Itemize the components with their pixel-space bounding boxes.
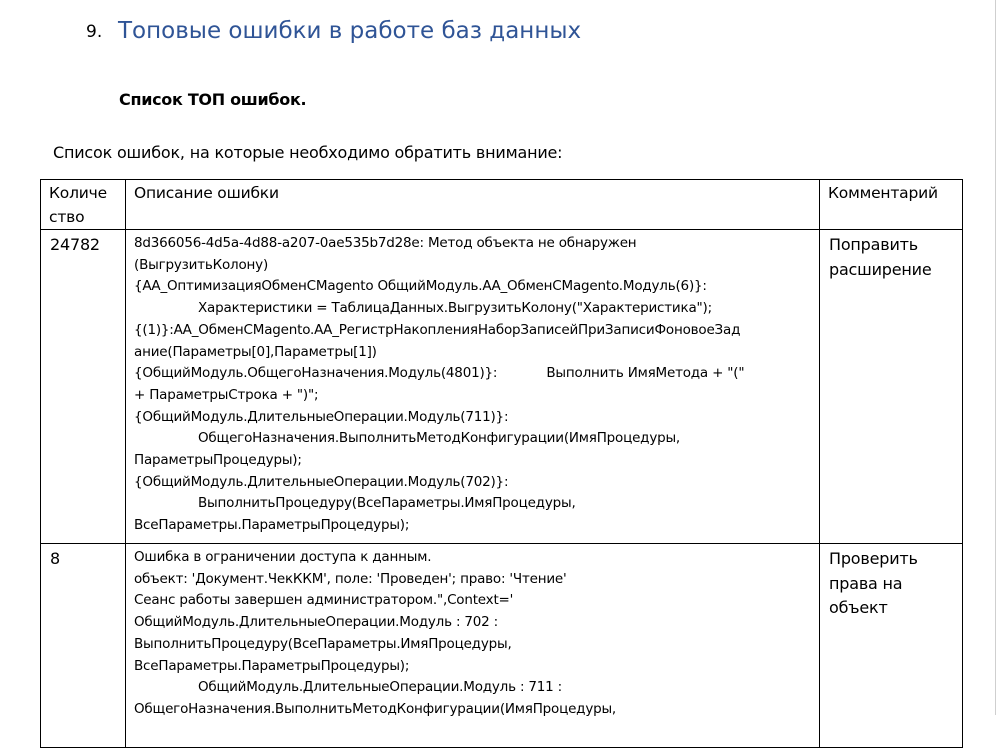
table-header-row [41,180,963,230]
description-line: {ОбщийМодуль.ДлительныеОперации.Модуль(702)}: [134,473,509,490]
heading-number: 9. [86,22,103,42]
error-comment [820,544,963,748]
errors-table [40,179,963,748]
description-line: ВыполнитьПроцедуру(ВсеПараметры.ИмяПроцедуры, [198,495,576,512]
description-line: ОбщийМодуль.ДлительныеОперации.Модуль : 711 : [198,679,562,696]
description-line: объект: 'Документ.ЧекККМ', поле: 'Проведен'; право: 'Чтение' [134,570,567,587]
intro-text: Список ошибок, на которые необходимо обратить внимание: [53,143,563,162]
header-description: Описание ошибки [126,180,820,230]
header-count [41,180,126,230]
description-line: (ВыгрузитьКолону) [134,256,269,273]
description-line: + ПараметрыСтрока + ")"; [134,386,319,403]
description-line: Характеристики = ТаблицаДанных.ВыгрузитьКолону("Характеристика"); [198,300,712,317]
header-count-line: ство [49,208,85,226]
error-comment [820,230,963,544]
comment-line: объект [829,598,888,617]
description-line: {(1)}:АА_ОбменСMagento.АА_РегистрНакопленияНаборЗаписейПриЗаписиФоновоеЗад [134,321,741,338]
description-line: ОбщийМодуль.ДлительныеОперации.Модуль : 702 : [134,614,498,631]
comment-line: Поправить [829,235,919,254]
description-line: ОбщегоНазначения.ВыполнитьМетодКонфигурации(ИмяПроцедуры, [134,700,617,717]
description-line: Сеанс работы завершен администратором.",Context=' [134,592,514,609]
heading-title: Топовые ошибки в работе баз данных [118,18,582,44]
description-line: {ОбщийМодуль.ОбщегоНазначения.Модуль(4801)}: Выполнить ИмяМетода + "(" [134,365,745,382]
description-line: Ошибка в ограничении доступа к данным. [134,549,432,565]
error-count: 8 [41,544,126,748]
description-line: {АА_ОптимизацияОбменСMagento ОбщийМодуль.АА_ОбменСMagento.Модуль(6)}: [134,278,707,295]
error-description [126,544,820,748]
table-row [41,544,963,748]
description-line: 8d366056-4d5a-4d88-a207-0ae535b7d28e: Метод объекта не обнаружен [134,235,637,251]
subtitle: Список ТОП ошибок. [119,90,307,109]
page-edge-line [995,0,996,715]
description-line: ание(Параметры[0],Параметры[1]) [134,343,377,360]
description-line: {ОбщийМодуль.ДлительныеОперации.Модуль(711)}: [134,408,509,425]
description-line: ПараметрыПроцедуры); [134,452,302,469]
comment-line: права на [829,573,903,593]
error-description [126,230,820,544]
comment-line: расширение [829,259,932,279]
description-line: ВыполнитьПроцедуру(ВсеПараметры.ИмяПроцедуры, [134,635,512,652]
header-comment: Комментарий [820,180,963,230]
error-count: 24782 [41,230,126,544]
comment-line: Проверить [829,549,918,568]
description-line: ВсеПараметры.ПараметрыПроцедуры); [134,517,410,534]
description-line: ОбщегоНазначения.ВыполнитьМетодКонфигурации(ИмяПроцедуры, [198,430,681,447]
table-row [41,230,963,544]
description-line: ВсеПараметры.ПараметрыПроцедуры); [134,657,410,674]
header-count-line: Количе [49,184,107,202]
